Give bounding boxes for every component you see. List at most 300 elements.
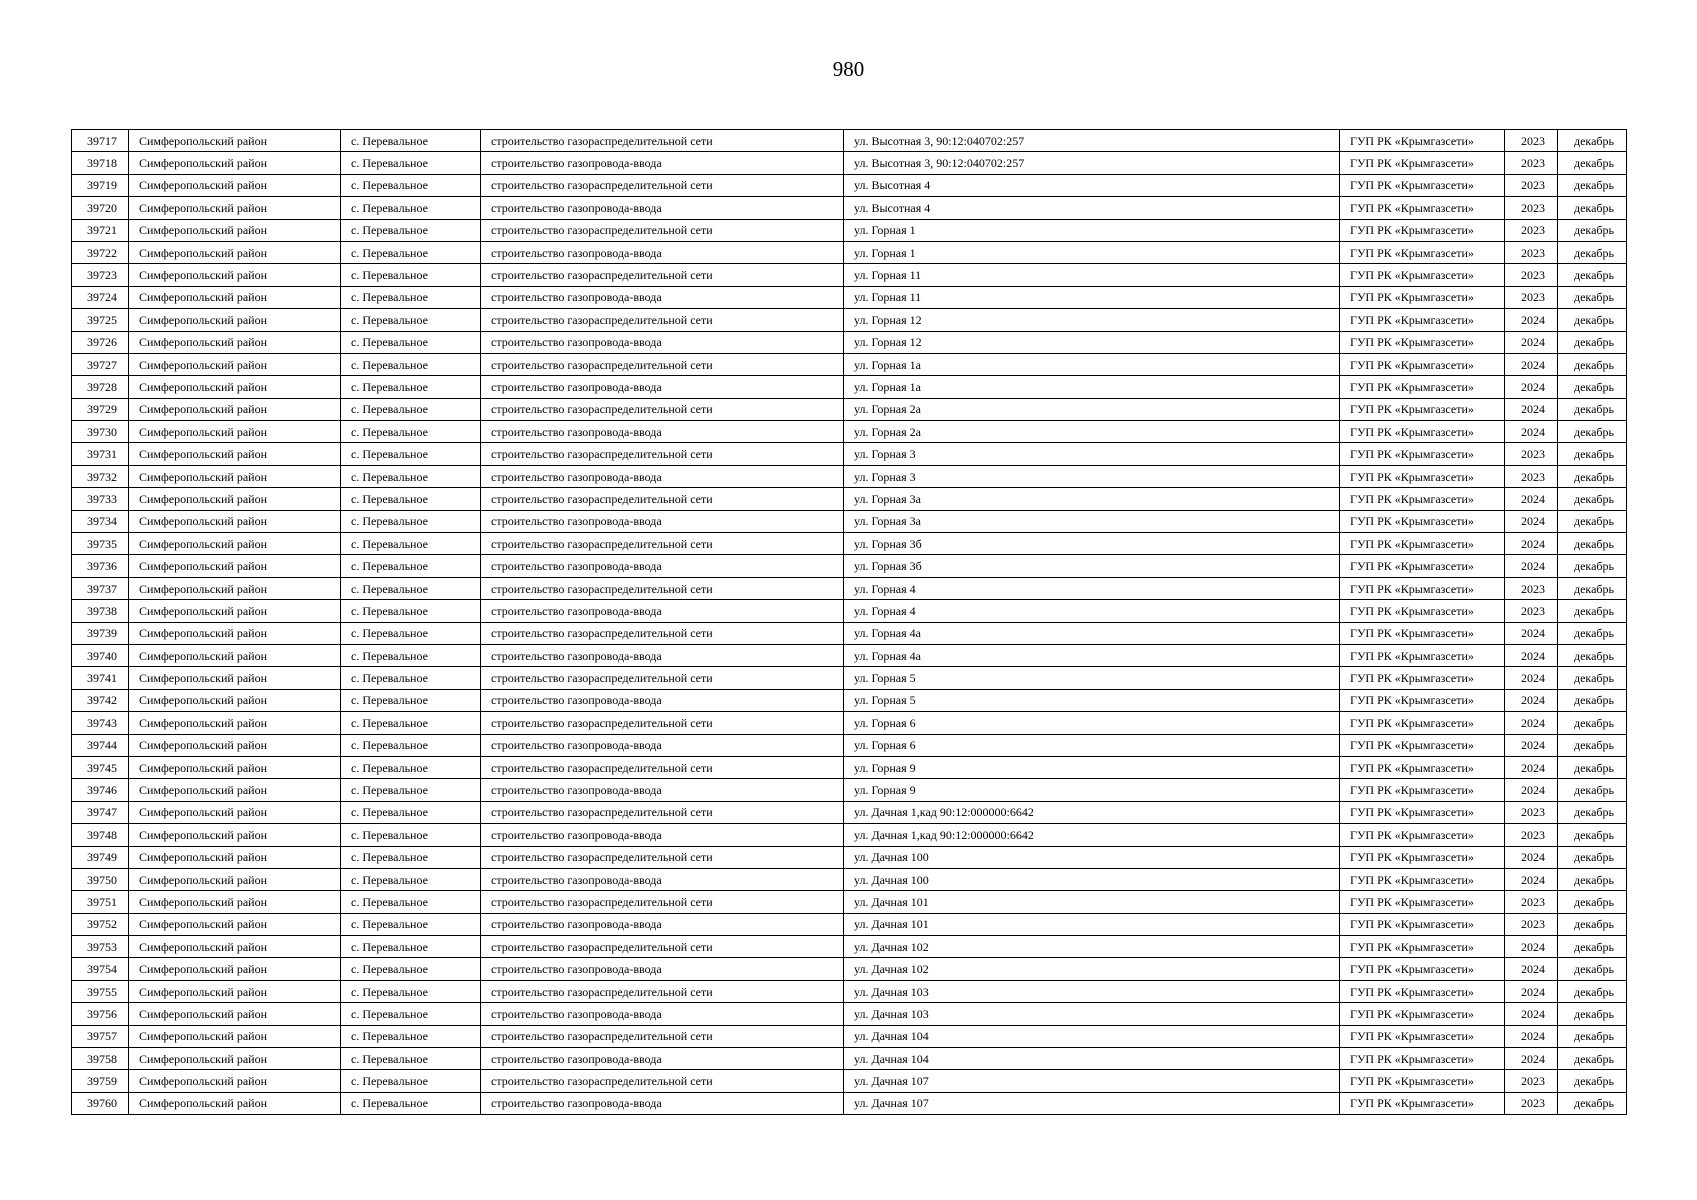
organization-cell: ГУП РК «Крымгазсети» <box>1340 465 1505 487</box>
table-row <box>72 353 1627 375</box>
address-cell: ул. Горная 12 <box>844 309 1340 331</box>
district-cell: Симферопольский район <box>129 1003 341 1025</box>
organization-cell: ГУП РК «Крымгазсети» <box>1340 600 1505 622</box>
year-cell: 2024 <box>1505 555 1558 577</box>
settlement-cell: с. Перевальное <box>341 488 481 510</box>
organization-cell: ГУП РК «Крымгазсети» <box>1340 286 1505 308</box>
organization-cell: ГУП РК «Крымгазсети» <box>1340 241 1505 263</box>
work-type-cell: строительство газораспределительной сети <box>481 980 844 1002</box>
table-row <box>72 241 1627 263</box>
settlement-cell: с. Перевальное <box>341 1003 481 1025</box>
table-row <box>72 577 1627 599</box>
table-row <box>72 443 1627 465</box>
district-cell: Симферопольский район <box>129 488 341 510</box>
year-cell: 2023 <box>1505 152 1558 174</box>
row-number-cell: 39752 <box>72 913 129 935</box>
organization-cell: ГУП РК «Крымгазсети» <box>1340 130 1505 152</box>
work-type-cell: строительство газораспределительной сети <box>481 264 844 286</box>
work-type-cell: строительство газораспределительной сети <box>481 577 844 599</box>
row-number-cell: 39731 <box>72 443 129 465</box>
settlement-cell: с. Перевальное <box>341 1070 481 1092</box>
organization-cell: ГУП РК «Крымгазсети» <box>1340 622 1505 644</box>
address-cell: ул. Горная 3 <box>844 443 1340 465</box>
table-row <box>72 734 1627 756</box>
row-number-cell: 39721 <box>72 219 129 241</box>
year-cell: 2023 <box>1505 219 1558 241</box>
district-cell: Симферопольский район <box>129 443 341 465</box>
year-cell: 2024 <box>1505 421 1558 443</box>
district-cell: Симферопольский район <box>129 197 341 219</box>
settlement-cell: с. Перевальное <box>341 846 481 868</box>
table-row <box>72 824 1627 846</box>
month-cell: декабрь <box>1558 264 1627 286</box>
settlement-cell: с. Перевальное <box>341 779 481 801</box>
year-cell: 2023 <box>1505 465 1558 487</box>
district-cell: Симферопольский район <box>129 801 341 823</box>
district-cell: Симферопольский район <box>129 130 341 152</box>
table-row <box>72 398 1627 420</box>
address-cell: ул. Горная 9 <box>844 779 1340 801</box>
work-type-cell: строительство газопровода-ввода <box>481 1003 844 1025</box>
organization-cell: ГУП РК «Крымгазсети» <box>1340 868 1505 890</box>
address-cell: ул. Дачная 101 <box>844 891 1340 913</box>
organization-cell: ГУП РК «Крымгазсети» <box>1340 421 1505 443</box>
work-type-cell: строительство газопровода-ввода <box>481 644 844 666</box>
work-type-cell: строительство газораспределительной сети <box>481 1025 844 1047</box>
table-row <box>72 1003 1627 1025</box>
table-row <box>72 264 1627 286</box>
address-cell: ул. Горная 3 <box>844 465 1340 487</box>
table-row <box>72 846 1627 868</box>
settlement-cell: с. Перевальное <box>341 353 481 375</box>
settlement-cell: с. Перевальное <box>341 465 481 487</box>
year-cell: 2024 <box>1505 398 1558 420</box>
organization-cell: ГУП РК «Крымгазсети» <box>1340 779 1505 801</box>
organization-cell: ГУП РК «Крымгазсети» <box>1340 353 1505 375</box>
row-number-cell: 39727 <box>72 353 129 375</box>
address-cell: ул. Дачная 103 <box>844 980 1340 1002</box>
address-cell: ул. Горная 9 <box>844 756 1340 778</box>
month-cell: декабрь <box>1558 376 1627 398</box>
district-cell: Симферопольский район <box>129 1025 341 1047</box>
settlement-cell: с. Перевальное <box>341 891 481 913</box>
settlement-cell: с. Перевальное <box>341 152 481 174</box>
organization-cell: ГУП РК «Крымгазсети» <box>1340 846 1505 868</box>
district-cell: Симферопольский район <box>129 734 341 756</box>
work-type-cell: строительство газораспределительной сети <box>481 309 844 331</box>
address-cell: ул. Дачная 102 <box>844 936 1340 958</box>
row-number-cell: 39759 <box>72 1070 129 1092</box>
district-cell: Симферопольский район <box>129 600 341 622</box>
table-row <box>72 779 1627 801</box>
address-cell: ул. Дачная 100 <box>844 868 1340 890</box>
month-cell: декабрь <box>1558 197 1627 219</box>
organization-cell: ГУП РК «Крымгазсети» <box>1340 891 1505 913</box>
month-cell: декабрь <box>1558 130 1627 152</box>
district-cell: Симферопольский район <box>129 398 341 420</box>
address-cell: ул. Высотная 4 <box>844 197 1340 219</box>
table-row <box>72 533 1627 555</box>
row-number-cell: 39744 <box>72 734 129 756</box>
organization-cell: ГУП РК «Крымгазсети» <box>1340 689 1505 711</box>
settlement-cell: с. Перевальное <box>341 241 481 263</box>
work-type-cell: строительство газопровода-ввода <box>481 465 844 487</box>
row-number-cell: 39737 <box>72 577 129 599</box>
address-cell: ул. Горная 11 <box>844 286 1340 308</box>
organization-cell: ГУП РК «Крымгазсети» <box>1340 1048 1505 1070</box>
settlement-cell: с. Перевальное <box>341 577 481 599</box>
year-cell: 2024 <box>1505 779 1558 801</box>
address-cell: ул. Горная 5 <box>844 667 1340 689</box>
row-number-cell: 39748 <box>72 824 129 846</box>
work-type-cell: строительство газопровода-ввода <box>481 286 844 308</box>
work-type-cell: строительство газораспределительной сети <box>481 219 844 241</box>
address-cell: ул. Дачная 1,кад 90:12:000000:6642 <box>844 801 1340 823</box>
organization-cell: ГУП РК «Крымгазсети» <box>1340 756 1505 778</box>
row-number-cell: 39734 <box>72 510 129 532</box>
organization-cell: ГУП РК «Крымгазсети» <box>1340 443 1505 465</box>
year-cell: 2024 <box>1505 331 1558 353</box>
settlement-cell: с. Перевальное <box>341 689 481 711</box>
address-cell: ул. Высотная 3, 90:12:040702:257 <box>844 152 1340 174</box>
settlement-cell: с. Перевальное <box>341 443 481 465</box>
year-cell: 2024 <box>1505 958 1558 980</box>
year-cell: 2024 <box>1505 353 1558 375</box>
work-type-cell: строительство газораспределительной сети <box>481 801 844 823</box>
table-row <box>72 421 1627 443</box>
district-cell: Симферопольский район <box>129 241 341 263</box>
month-cell: декабрь <box>1558 533 1627 555</box>
district-cell: Симферопольский район <box>129 577 341 599</box>
district-cell: Симферопольский район <box>129 533 341 555</box>
work-type-cell: строительство газораспределительной сети <box>481 1070 844 1092</box>
work-type-cell: строительство газопровода-ввода <box>481 197 844 219</box>
year-cell: 2024 <box>1505 488 1558 510</box>
row-number-cell: 39720 <box>72 197 129 219</box>
table-row <box>72 465 1627 487</box>
settlement-cell: с. Перевальное <box>341 1025 481 1047</box>
row-number-cell: 39750 <box>72 868 129 890</box>
year-cell: 2024 <box>1505 510 1558 532</box>
address-cell: ул. Горная 4 <box>844 600 1340 622</box>
work-type-cell: строительство газопровода-ввода <box>481 331 844 353</box>
address-cell: ул. Горная 1 <box>844 219 1340 241</box>
settlement-cell: с. Перевальное <box>341 958 481 980</box>
year-cell: 2024 <box>1505 1003 1558 1025</box>
table-row <box>72 936 1627 958</box>
year-cell: 2023 <box>1505 241 1558 263</box>
settlement-cell: с. Перевальное <box>341 286 481 308</box>
table-row <box>72 130 1627 152</box>
year-cell: 2024 <box>1505 622 1558 644</box>
organization-cell: ГУП РК «Крымгазсети» <box>1340 174 1505 196</box>
work-type-cell: строительство газораспределительной сети <box>481 936 844 958</box>
address-cell: ул. Дачная 1,кад 90:12:000000:6642 <box>844 824 1340 846</box>
row-number-cell: 39751 <box>72 891 129 913</box>
organization-cell: ГУП РК «Крымгазсети» <box>1340 488 1505 510</box>
month-cell: декабрь <box>1558 510 1627 532</box>
settlement-cell: с. Перевальное <box>341 868 481 890</box>
month-cell: декабрь <box>1558 712 1627 734</box>
row-number-cell: 39757 <box>72 1025 129 1047</box>
work-type-cell: строительство газопровода-ввода <box>481 734 844 756</box>
month-cell: декабрь <box>1558 1003 1627 1025</box>
organization-cell: ГУП РК «Крымгазсети» <box>1340 219 1505 241</box>
table-row <box>72 712 1627 734</box>
settlement-cell: с. Перевальное <box>341 264 481 286</box>
row-number-cell: 39739 <box>72 622 129 644</box>
table-row <box>72 1070 1627 1092</box>
table-row <box>72 555 1627 577</box>
row-number-cell: 39749 <box>72 846 129 868</box>
organization-cell: ГУП РК «Крымгазсети» <box>1340 801 1505 823</box>
month-cell: декабрь <box>1558 152 1627 174</box>
year-cell: 2023 <box>1505 913 1558 935</box>
month-cell: декабрь <box>1558 779 1627 801</box>
district-cell: Симферопольский район <box>129 689 341 711</box>
row-number-cell: 39726 <box>72 331 129 353</box>
organization-cell: ГУП РК «Крымгазсети» <box>1340 958 1505 980</box>
work-type-cell: строительство газопровода-ввода <box>481 600 844 622</box>
table-row <box>72 891 1627 913</box>
settlement-cell: с. Перевальное <box>341 734 481 756</box>
work-type-cell: строительство газораспределительной сети <box>481 533 844 555</box>
settlement-cell: с. Перевальное <box>341 219 481 241</box>
settlement-cell: с. Перевальное <box>341 936 481 958</box>
district-cell: Симферопольский район <box>129 644 341 666</box>
year-cell: 2024 <box>1505 868 1558 890</box>
settlement-cell: с. Перевальное <box>341 174 481 196</box>
year-cell: 2023 <box>1505 174 1558 196</box>
row-number-cell: 39717 <box>72 130 129 152</box>
year-cell: 2023 <box>1505 130 1558 152</box>
row-number-cell: 39747 <box>72 801 129 823</box>
month-cell: декабрь <box>1558 958 1627 980</box>
district-cell: Симферопольский район <box>129 174 341 196</box>
settlement-cell: с. Перевальное <box>341 130 481 152</box>
table-row <box>72 197 1627 219</box>
work-type-cell: строительство газораспределительной сети <box>481 443 844 465</box>
month-cell: декабрь <box>1558 689 1627 711</box>
address-cell: ул. Горная 2а <box>844 398 1340 420</box>
address-cell: ул. Горная 4а <box>844 622 1340 644</box>
organization-cell: ГУП РК «Крымгазсети» <box>1340 667 1505 689</box>
row-number-cell: 39718 <box>72 152 129 174</box>
settlement-cell: с. Перевальное <box>341 913 481 935</box>
work-type-cell: строительство газораспределительной сети <box>481 712 844 734</box>
address-cell: ул. Дачная 107 <box>844 1092 1340 1114</box>
settlement-cell: с. Перевальное <box>341 622 481 644</box>
organization-cell: ГУП РК «Крымгазсети» <box>1340 1070 1505 1092</box>
organization-cell: ГУП РК «Крымгазсети» <box>1340 1025 1505 1047</box>
gasification-registry-table <box>71 129 1627 1115</box>
month-cell: декабрь <box>1558 1025 1627 1047</box>
row-number-cell: 39745 <box>72 756 129 778</box>
month-cell: декабрь <box>1558 644 1627 666</box>
district-cell: Симферопольский район <box>129 309 341 331</box>
row-number-cell: 39741 <box>72 667 129 689</box>
settlement-cell: с. Перевальное <box>341 712 481 734</box>
table-row <box>72 667 1627 689</box>
page-number: 980 <box>832 57 865 81</box>
year-cell: 2023 <box>1505 286 1558 308</box>
row-number-cell: 39722 <box>72 241 129 263</box>
organization-cell: ГУП РК «Крымгазсети» <box>1340 309 1505 331</box>
settlement-cell: с. Перевальное <box>341 533 481 555</box>
address-cell: ул. Горная 2а <box>844 421 1340 443</box>
work-type-cell: строительство газораспределительной сети <box>481 667 844 689</box>
year-cell: 2024 <box>1505 712 1558 734</box>
year-cell: 2023 <box>1505 801 1558 823</box>
district-cell: Симферопольский район <box>129 465 341 487</box>
table-row <box>72 510 1627 532</box>
row-number-cell: 39754 <box>72 958 129 980</box>
table-row <box>72 1092 1627 1114</box>
row-number-cell: 39735 <box>72 533 129 555</box>
table-row <box>72 600 1627 622</box>
year-cell: 2024 <box>1505 644 1558 666</box>
organization-cell: ГУП РК «Крымгазсети» <box>1340 555 1505 577</box>
work-type-cell: строительство газопровода-ввода <box>481 779 844 801</box>
year-cell: 2024 <box>1505 980 1558 1002</box>
month-cell: декабрь <box>1558 488 1627 510</box>
address-cell: ул. Горная 4 <box>844 577 1340 599</box>
year-cell: 2024 <box>1505 1025 1558 1047</box>
row-number-cell: 39740 <box>72 644 129 666</box>
organization-cell: ГУП РК «Крымгазсети» <box>1340 152 1505 174</box>
address-cell: ул. Дачная 100 <box>844 846 1340 868</box>
address-cell: ул. Дачная 103 <box>844 1003 1340 1025</box>
month-cell: декабрь <box>1558 398 1627 420</box>
district-cell: Симферопольский район <box>129 353 341 375</box>
work-type-cell: строительство газораспределительной сети <box>481 891 844 913</box>
address-cell: ул. Высотная 3, 90:12:040702:257 <box>844 130 1340 152</box>
month-cell: декабрь <box>1558 555 1627 577</box>
district-cell: Симферопольский район <box>129 1048 341 1070</box>
year-cell: 2023 <box>1505 824 1558 846</box>
table-row <box>72 756 1627 778</box>
district-cell: Симферопольский район <box>129 756 341 778</box>
year-cell: 2024 <box>1505 936 1558 958</box>
address-cell: ул. Дачная 104 <box>844 1048 1340 1070</box>
year-cell: 2023 <box>1505 891 1558 913</box>
table-row <box>72 644 1627 666</box>
table-body <box>72 130 1627 1115</box>
row-number-cell: 39746 <box>72 779 129 801</box>
row-number-cell: 39760 <box>72 1092 129 1114</box>
organization-cell: ГУП РК «Крымгазсети» <box>1340 824 1505 846</box>
month-cell: декабрь <box>1558 756 1627 778</box>
address-cell: ул. Горная 1а <box>844 353 1340 375</box>
work-type-cell: строительство газораспределительной сети <box>481 174 844 196</box>
work-type-cell: строительство газопровода-ввода <box>481 510 844 532</box>
work-type-cell: строительство газораспределительной сети <box>481 353 844 375</box>
row-number-cell: 39736 <box>72 555 129 577</box>
year-cell: 2024 <box>1505 846 1558 868</box>
district-cell: Симферопольский район <box>129 510 341 532</box>
settlement-cell: с. Перевальное <box>341 331 481 353</box>
work-type-cell: строительство газопровода-ввода <box>481 152 844 174</box>
table-row <box>72 286 1627 308</box>
district-cell: Симферопольский район <box>129 958 341 980</box>
settlement-cell: с. Перевальное <box>341 398 481 420</box>
settlement-cell: с. Перевальное <box>341 667 481 689</box>
settlement-cell: с. Перевальное <box>341 644 481 666</box>
table-row <box>72 689 1627 711</box>
table-row <box>72 152 1627 174</box>
table-row <box>72 309 1627 331</box>
month-cell: декабрь <box>1558 421 1627 443</box>
year-cell: 2024 <box>1505 1048 1558 1070</box>
table-row <box>72 331 1627 353</box>
district-cell: Симферопольский район <box>129 152 341 174</box>
district-cell: Симферопольский район <box>129 622 341 644</box>
district-cell: Симферопольский район <box>129 286 341 308</box>
district-cell: Симферопольский район <box>129 1070 341 1092</box>
organization-cell: ГУП РК «Крымгазсети» <box>1340 398 1505 420</box>
year-cell: 2023 <box>1505 197 1558 219</box>
work-type-cell: строительство газораспределительной сети <box>481 622 844 644</box>
table-row <box>72 980 1627 1002</box>
work-type-cell: строительство газораспределительной сети <box>481 488 844 510</box>
district-cell: Симферопольский район <box>129 891 341 913</box>
work-type-cell: строительство газораспределительной сети <box>481 846 844 868</box>
month-cell: декабрь <box>1558 936 1627 958</box>
year-cell: 2023 <box>1505 1070 1558 1092</box>
district-cell: Симферопольский район <box>129 779 341 801</box>
month-cell: декабрь <box>1558 286 1627 308</box>
table-row <box>72 1025 1627 1047</box>
organization-cell: ГУП РК «Крымгазсети» <box>1340 644 1505 666</box>
address-cell: ул. Дачная 101 <box>844 913 1340 935</box>
organization-cell: ГУП РК «Крымгазсети» <box>1340 331 1505 353</box>
row-number-cell: 39733 <box>72 488 129 510</box>
row-number-cell: 39723 <box>72 264 129 286</box>
district-cell: Симферопольский район <box>129 980 341 1002</box>
work-type-cell: строительство газопровода-ввода <box>481 376 844 398</box>
month-cell: декабрь <box>1558 1048 1627 1070</box>
settlement-cell: с. Перевальное <box>341 197 481 219</box>
month-cell: декабрь <box>1558 801 1627 823</box>
settlement-cell: с. Перевальное <box>341 824 481 846</box>
table-row <box>72 913 1627 935</box>
work-type-cell: строительство газопровода-ввода <box>481 958 844 980</box>
row-number-cell: 39729 <box>72 398 129 420</box>
row-number-cell: 39755 <box>72 980 129 1002</box>
year-cell: 2023 <box>1505 577 1558 599</box>
settlement-cell: с. Перевальное <box>341 980 481 1002</box>
district-cell: Симферопольский район <box>129 264 341 286</box>
work-type-cell: строительство газопровода-ввода <box>481 1092 844 1114</box>
organization-cell: ГУП РК «Крымгазсети» <box>1340 577 1505 599</box>
settlement-cell: с. Перевальное <box>341 555 481 577</box>
month-cell: декабрь <box>1558 734 1627 756</box>
address-cell: ул. Горная 5 <box>844 689 1340 711</box>
district-cell: Симферопольский район <box>129 667 341 689</box>
year-cell: 2023 <box>1505 1092 1558 1114</box>
row-number-cell: 39719 <box>72 174 129 196</box>
work-type-cell: строительство газопровода-ввода <box>481 824 844 846</box>
month-cell: декабрь <box>1558 913 1627 935</box>
district-cell: Симферопольский район <box>129 846 341 868</box>
organization-cell: ГУП РК «Крымгазсети» <box>1340 734 1505 756</box>
address-cell: ул. Горная 12 <box>844 331 1340 353</box>
table-row <box>72 1048 1627 1070</box>
organization-cell: ГУП РК «Крымгазсети» <box>1340 936 1505 958</box>
row-number-cell: 39756 <box>72 1003 129 1025</box>
settlement-cell: с. Перевальное <box>341 421 481 443</box>
district-cell: Симферопольский район <box>129 331 341 353</box>
